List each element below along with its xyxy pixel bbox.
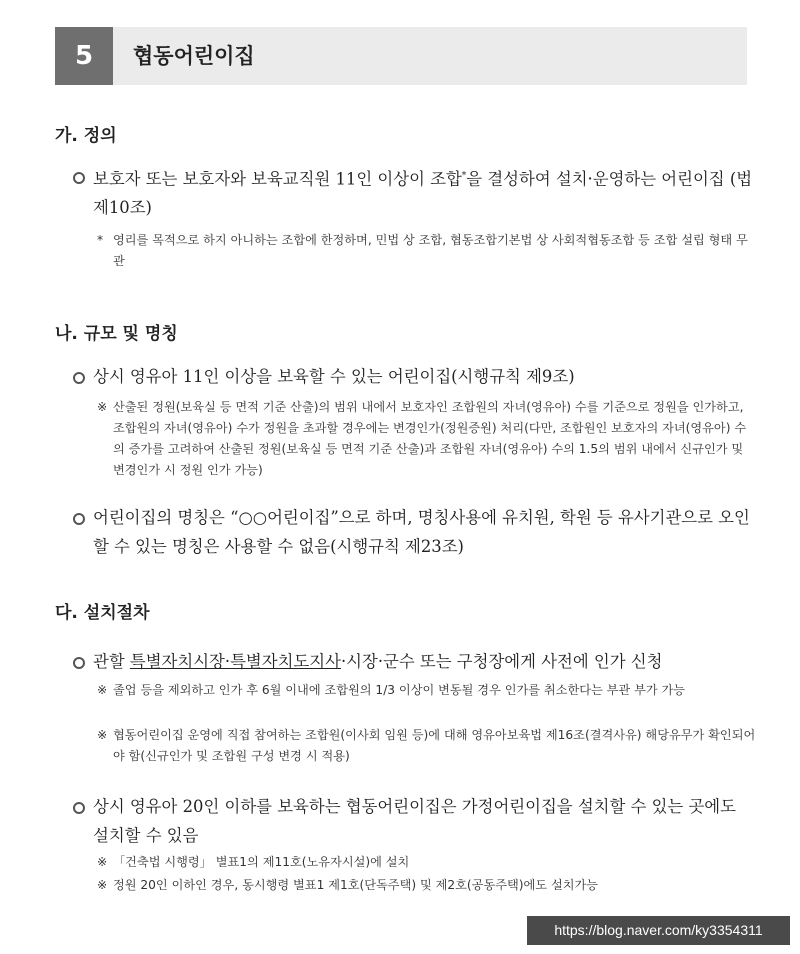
- section-heading-definition: 가. 정의: [55, 126, 117, 146]
- bullet-text: 관할 특별자치시장·특별자치도지사·시장·군수 또는 구청장에게 사전에 인가 신청: [93, 652, 663, 671]
- note-procedure-2: ※ 협동어린이집 운영에 직접 참여하는 조합원(이사회 임원 등)에 대해 영유아보육법 제16조(결격사유) 해당유무가 확인되어야 함(신규인가 및 조합원 구성 변경 시 적용): [97, 728, 756, 763]
- note-procedure-3: ※ 「건축법 시행령」 별표1의 제11호(노유자시설)에 설치: [97, 855, 410, 869]
- circle-bullet-icon: [73, 802, 85, 814]
- section-heading-procedure: 다. 설치절차: [55, 603, 150, 623]
- note-procedure-1: ※ 졸업 등을 제외하고 인가 후 6월 이내에 조합원의 1/3 이상이 변동될 경우 인가를 취소한다는 부관 부가 가능: [97, 683, 686, 697]
- circle-bullet-icon: [73, 513, 85, 525]
- circle-bullet-icon: [73, 372, 85, 384]
- note-procedure-4: ※ 정원 20인 이하인 경우, 동시행령 별표1 제1호(단독주택) 및 제2호(공동주택)에도 설치가능: [97, 878, 599, 892]
- chapter-title: 협동어린이집: [133, 44, 255, 68]
- chapter-number: 5: [55, 27, 113, 85]
- section-heading-scale: 나. 규모 및 명칭: [55, 324, 178, 344]
- bullet-text: 상시 영유아 20인 이하를 보육하는 협동어린이집은 가정어린이집을 설치할 수 있는 곳에도 설치할 수 있음: [93, 797, 736, 845]
- circle-bullet-icon: [73, 657, 85, 669]
- blog-url-watermark: https://blog.naver.com/ky3354311: [527, 916, 790, 945]
- note-scale-1: ※ 산출된 정원(보육실 등 면적 기준 산출)의 범위 내에서 보호자인 조합원의 자녀(영유아) 수를 기준으로 정원을 인가하고, 조합원의 자녀(영유아) 수가 정원을 초과할 경우에는 변경인가(정원증원) 처리(다만, 조합원인 보호자의 자녀(영유아) 수의 증가를 고려하여 산출된 정원(보육실 등 면적 기준 산출)과 조합원 자녀(영유아) 수의 1.5의 범위 내에서 신규인가 및 변경인가 시 정원 인가 가능): [97, 400, 747, 477]
- bullet-text: 보호자 또는 보호자와 보육교직원 11인 이상이 조합*을 결성하여 설치·운영하는 어린이집 (법 제10조): [93, 169, 753, 218]
- note-definition: * 영리를 목적으로 하지 아니하는 조합에 한정하며, 민법 상 조합, 협동조합기본법 상 사회적협동조합 등 조합 설립 형태 무관: [97, 233, 748, 268]
- bullet-text: 어린이집의 명칭은 “○○어린이집”으로 하며, 명칭사용에 유치원, 학원 등 유사기관으로 오인할 수 있는 명칭은 사용할 수 없음(시행규칙 제23조): [93, 508, 750, 556]
- bullet-text: 상시 영유아 11인 이상을 보육할 수 있는 어린이집(시행규칙 제9조): [93, 367, 575, 386]
- circle-bullet-icon: [73, 172, 85, 184]
